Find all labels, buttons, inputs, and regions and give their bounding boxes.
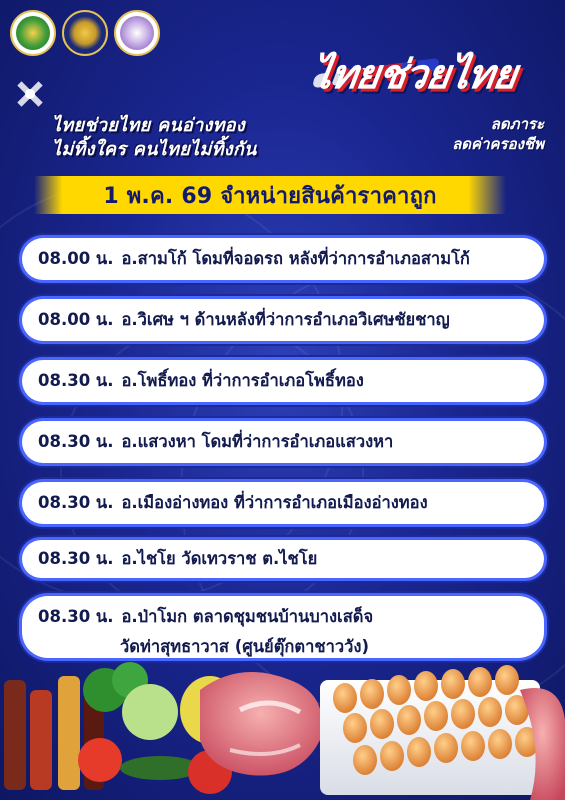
seal-emblem-icon	[62, 10, 108, 56]
schedule-row	[22, 540, 544, 578]
date-banner	[34, 176, 506, 214]
schedule-time: 08.30 น.	[38, 371, 114, 390]
food-products-illustration	[0, 650, 565, 800]
schedule-time: 08.00 น.	[38, 310, 114, 329]
star-mark-icon	[14, 78, 46, 110]
cabbage-icon	[122, 684, 178, 740]
schedule-place: อ.แสวงหา โดมที่ว่าการอำเภอแสวงหา	[121, 432, 394, 451]
schedule-time: 08.30 น.	[38, 432, 114, 451]
schedule-time: 08.30 น.	[38, 549, 114, 568]
brand-title: ไทยช่วยไทย	[308, 52, 519, 98]
schedule-time: 08.00 น.	[38, 249, 114, 268]
slogan-line2: ไม่ทิ้งใคร คนไทยไม่ทิ้งกัน	[52, 139, 257, 160]
schedule-row	[22, 360, 544, 402]
bottle-icon	[58, 676, 80, 790]
schedule-place: อ.วิเศษ ฯ ด้านหลังที่ว่าการอำเภอวิเศษชัยชาญ	[121, 310, 450, 329]
bottle-icon	[4, 680, 26, 790]
schedule-time: 08.30 น.	[38, 607, 114, 626]
date-banner-text: 1 พ.ค. 69 จำหน่ายสินค้าราคาถูก	[103, 183, 437, 209]
tomato-icon	[78, 738, 122, 782]
slogan-line1: ไทยช่วยไทย คนอ่างทอง	[52, 115, 245, 136]
schedule-place: อ.ป่าโมก ตลาดชุมชนบ้านบางเสด็จ	[121, 607, 374, 626]
cucumber-icon	[120, 756, 200, 780]
agriculture-emblem-icon	[10, 10, 56, 56]
schedule-row	[22, 596, 544, 658]
schedule-place: อ.สามโก้ โดมที่จอดรถ หลังที่ว่าการอำเภอสามโก้	[121, 249, 470, 268]
brand-subtitle-1: ลดภาระ	[490, 115, 544, 133]
schedule-time: 08.30 น.	[38, 493, 114, 512]
bottle-icon	[30, 690, 52, 790]
brand-logo	[308, 42, 552, 162]
commerce-emblem-icon	[114, 10, 160, 56]
schedule-row	[22, 238, 544, 280]
schedule-place: อ.ไชโย วัดเทวราช ต.ไชโย	[121, 549, 318, 568]
schedule-place: อ.เมืองอ่างทอง ที่ว่าการอำเภอเมืองอ่างทอง	[121, 493, 428, 512]
schedule-row	[22, 299, 544, 341]
schedule-row	[22, 482, 544, 524]
brand-subtitle-2: ลดค่าครองชีพ	[452, 135, 544, 153]
schedule-place: อ.โพธิ์ทอง ที่ว่าการอำเภอโพธิ์ทอง	[121, 371, 364, 390]
pork-icon	[200, 672, 322, 776]
schedule-row	[22, 421, 544, 463]
schedule-place-line2: วัดท่าสุทธาวาส (ศูนย์ตุ๊กตาชาววัง)	[120, 637, 369, 656]
